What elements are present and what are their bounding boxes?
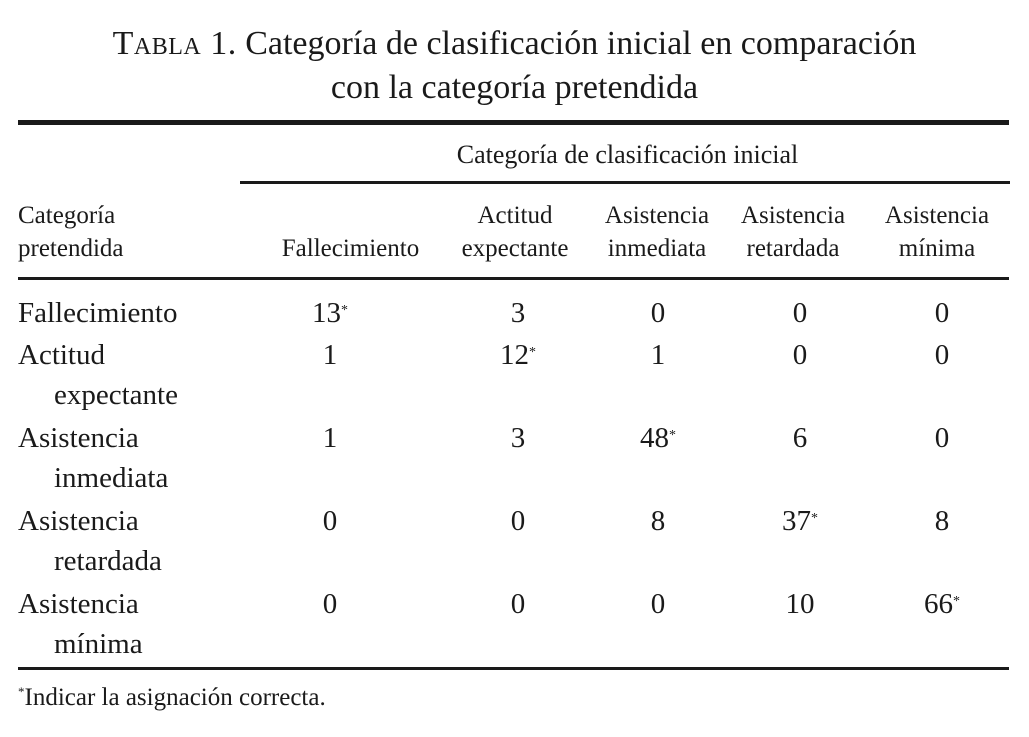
correct-marker: * (953, 594, 960, 609)
table-cell: 66* (924, 588, 960, 620)
row-label-line-1: Fallecimiento (18, 297, 178, 329)
row-label-asistencia-retardada (18, 501, 162, 581)
table-cell: 0 (792, 297, 808, 329)
row-label-line-1: Actitud (18, 339, 105, 371)
table-cell: 0 (650, 588, 666, 620)
column-header-label: Asistencia (884, 202, 990, 229)
column-header-asistencia-minima (862, 199, 1012, 265)
correct-marker: * (529, 345, 536, 360)
row-label-line-2: inmediata (54, 462, 169, 494)
table-cell: 1 (322, 339, 338, 371)
table-cell: 3 (510, 422, 526, 454)
table-cell: 0 (792, 339, 808, 371)
title-line-1: Categoría de clasificación inicial en comparación (236, 25, 917, 62)
table-cell: 6 (792, 422, 808, 454)
footnote-marker: * (18, 684, 25, 699)
row-label-line-1: Asistencia (18, 422, 139, 454)
row-label-line-2: mínima (54, 628, 143, 660)
table-cell: 3 (510, 297, 526, 329)
row-label-fallecimiento (18, 293, 177, 333)
table-cell: 10 (785, 588, 815, 620)
row-header-line-2: pretendida (18, 235, 124, 262)
row-label-asistencia-minima (18, 584, 143, 664)
row-header-line-1: Categoría (18, 202, 116, 229)
table-footnote (18, 684, 326, 712)
column-header-label: Asistencia (604, 202, 710, 229)
column-header-label: inmediata (607, 235, 707, 262)
column-header-fallecimiento (263, 199, 438, 265)
footnote-text: Indicar la asignación correcta. (24, 684, 326, 711)
row-label-line-1: Asistencia (18, 505, 139, 537)
column-spanner-heading: Categoría de clasificación inicial (456, 140, 799, 169)
column-header-actitud-expectante (440, 199, 590, 265)
table-cell: 0 (934, 422, 950, 454)
table-number: Tabla 1. (112, 25, 237, 62)
table-title (0, 22, 1029, 110)
column-header-asistencia-retardada (718, 199, 868, 265)
top-rule (18, 120, 1009, 125)
spanner-rule (240, 181, 1010, 184)
row-label-line-2: expectante (54, 379, 178, 411)
row-label-line-1: Asistencia (18, 588, 139, 620)
row-label-line-2: retardada (54, 545, 162, 577)
row-label-asistencia-inmediata (18, 418, 168, 498)
row-label-actitud-expectante (18, 335, 178, 415)
correct-marker: * (811, 511, 818, 526)
table-cell: 13* (312, 297, 348, 329)
title-line-2: con la categoría pretendida (330, 69, 699, 106)
table-cell: 0 (510, 505, 526, 537)
table-cell: 0 (322, 588, 338, 620)
column-header-label: Fallecimiento (281, 235, 420, 262)
table-cell: 0 (322, 505, 338, 537)
table-cell: 1 (650, 339, 666, 371)
table-cell: 37* (782, 505, 818, 537)
correct-marker: * (341, 303, 348, 318)
correct-marker: * (669, 428, 676, 443)
bottom-rule (18, 667, 1009, 670)
column-header-label: expectante (461, 235, 569, 262)
table-cell: 0 (934, 297, 950, 329)
table-cell: 48* (640, 422, 676, 454)
column-header-label: Asistencia (740, 202, 846, 229)
table-cell: 8 (934, 505, 950, 537)
table-cell: 8 (650, 505, 666, 537)
table-cell: 0 (650, 297, 666, 329)
table-cell: 1 (322, 422, 338, 454)
column-header-label: Actitud (477, 202, 553, 229)
row-header (18, 199, 124, 265)
column-header-label: mínima (898, 235, 976, 262)
column-header-asistencia-inmediata (582, 199, 732, 265)
column-header-label: retardada (746, 235, 840, 262)
table-cell: 0 (934, 339, 950, 371)
header-rule (18, 277, 1009, 280)
table-cell: 12* (500, 339, 536, 371)
table-cell: 0 (510, 588, 526, 620)
